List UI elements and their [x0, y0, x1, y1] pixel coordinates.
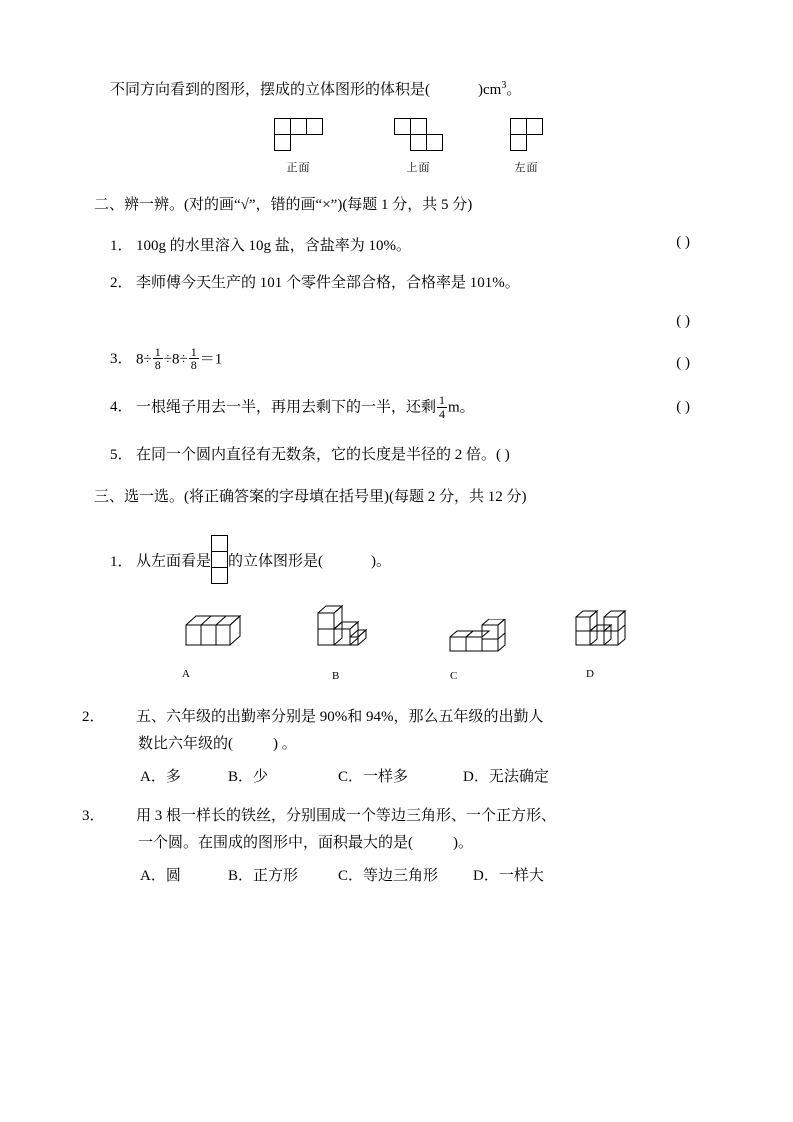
q2-option-c[interactable]: C．一样多 [338, 769, 409, 786]
item-text: 用 3 根一样长的铁丝，分别围成一个等边三角形、一个正方形、 [136, 808, 557, 825]
cell-row [274, 118, 323, 135]
grid-cell [290, 118, 307, 135]
view-top-grid [394, 118, 443, 151]
shape-choice-c[interactable] [442, 619, 512, 682]
item-text-end: )。 [453, 835, 473, 852]
item-number: 1． [110, 553, 133, 570]
grid-cell-empty [290, 134, 307, 151]
three-view-figures [110, 118, 690, 174]
cell-row [510, 134, 543, 151]
shape-c-label: C [450, 670, 458, 683]
top-text-superscript: 3 [501, 80, 507, 91]
item-text-pre: 一个圆。在围成的图形中，面积最大的是( [138, 835, 413, 852]
item-number: 4． [110, 399, 133, 416]
fraction-numerator: 1 [190, 344, 197, 359]
section3-item-3 [82, 804, 690, 885]
q2-line2 [110, 732, 690, 753]
item-answer-paren: ( ) [676, 398, 690, 415]
cell-row [510, 118, 543, 135]
grid-cell [526, 118, 543, 135]
shape-b-label: B [332, 670, 340, 683]
grid-cell [306, 118, 323, 135]
top-text-end: 。 [506, 82, 522, 98]
q2-option-a[interactable]: A．多 [140, 769, 181, 786]
page-content [82, 78, 690, 885]
grid-cell [211, 551, 228, 568]
section3-heading: 三、选一选。(将正确答案的字母填在括号里)(每题 2 分，共 12 分) [94, 489, 527, 506]
item-text-post: m。 [448, 399, 475, 416]
q3-line2 [110, 831, 690, 852]
fraction-denominator: 8 [154, 358, 161, 373]
fraction-denominator: 8 [190, 358, 197, 373]
item-text: 在同一个圆内直径有无数条，它的长度是半径的 2 倍。( ) [136, 447, 510, 464]
view-top-label: 上面 [406, 162, 431, 175]
shape-a-label: A [182, 668, 190, 681]
view-left-grid [510, 118, 543, 151]
grid-cell [410, 118, 427, 135]
grid-cell-empty [394, 134, 411, 151]
section2-item-1 [110, 234, 690, 255]
fraction-numerator: 1 [439, 392, 446, 407]
section2-item-3 [110, 344, 690, 373]
item-text: 李师傅今天生产的 101 个零件全部合格，合格率是 101%。 [136, 274, 520, 291]
q3-option-d[interactable]: D．一样大 [473, 868, 544, 885]
shape-choice-d[interactable] [568, 609, 638, 680]
section2-heading: 二、辨一辨。(对的画“√”，错的画“×”)(每题 1 分，共 5 分) [94, 197, 473, 214]
grid-cell [410, 134, 427, 151]
fraction-one-eighth [153, 346, 163, 372]
top-question-text [110, 78, 690, 102]
shape-a-drawing [178, 609, 248, 661]
item-text-post: 的立体图形是( [228, 553, 324, 570]
item-answer-paren: ( ) [676, 312, 690, 329]
grid-cell [510, 134, 527, 151]
view-front [274, 118, 323, 175]
q2-options [110, 765, 690, 786]
section2-item-5 [110, 443, 690, 464]
top-text-after: )cm [478, 82, 502, 98]
grid-cell-empty [426, 118, 443, 135]
item-number: 2． [110, 274, 133, 291]
view-top [394, 118, 443, 175]
grid-cell [510, 118, 527, 135]
item-formula-pre: 8÷ [136, 351, 152, 368]
fraction-one-eighth-2 [189, 346, 199, 372]
item-formula-mid: ÷8÷ [163, 351, 188, 368]
cell-row [394, 118, 443, 135]
item-formula-post: ＝1 [199, 351, 223, 368]
shape-choices [110, 601, 690, 687]
q3-option-b[interactable]: B．正方形 [228, 868, 299, 885]
item-text-end: ) 。 [273, 736, 297, 753]
section2-item-4 [110, 392, 690, 421]
grid-cell [211, 535, 228, 552]
shape-d-drawing [568, 609, 638, 661]
view-front-grid [274, 118, 323, 151]
item-answer-paren: ( ) [676, 354, 690, 371]
cell-row [274, 134, 323, 151]
q3-option-a[interactable]: A．圆 [140, 868, 181, 885]
grid-cell-empty [526, 134, 543, 151]
shape-c-drawing [442, 619, 512, 663]
view-front-label: 正面 [286, 162, 311, 175]
section2-item-2 [110, 271, 690, 333]
left-view-column-figure [211, 535, 228, 589]
q2-option-b[interactable]: B．少 [228, 769, 269, 786]
shape-d-label: D [586, 668, 594, 681]
section3-item-2 [82, 705, 690, 786]
grid-cell [274, 134, 291, 151]
grid-cell [211, 567, 228, 584]
item-text-pre: 从左面看是 [136, 553, 212, 570]
cell-row [394, 134, 443, 151]
view-left-label: 左面 [514, 162, 539, 175]
section3-item-1 [110, 535, 690, 589]
grid-cell [394, 118, 411, 135]
item-number: 5． [110, 447, 133, 464]
item-answer-paren: ( ) [676, 233, 690, 250]
q3-option-c[interactable]: C．等边三角形 [338, 868, 439, 885]
view-left [510, 118, 543, 175]
item-number: 1． [110, 237, 133, 254]
shape-b-drawing [310, 601, 380, 663]
shape-choice-a[interactable] [178, 609, 248, 680]
grid-cell [274, 118, 291, 135]
grid-cell-empty [306, 134, 323, 151]
q2-option-d[interactable]: D．无法确定 [463, 769, 549, 786]
item-text-pre: 一根绳子用去一半，再用去剩下的一半，还剩 [136, 399, 437, 416]
item-text: 五、六年级的出勤率分别是 90%和 94%，那么五年级的出勤人 [136, 709, 544, 726]
fraction-denominator: 4 [439, 406, 446, 421]
grid-cell [426, 134, 443, 151]
item-text: 100g 的水里溶入 10g 盐，含盐率为 10%。 [136, 237, 411, 254]
q3-options [110, 864, 690, 885]
item-number: 3． [82, 808, 105, 825]
q2-line1 [82, 705, 690, 726]
top-text-before: 不同方向看到的图形，摆成的立体图形的体积是( [110, 82, 430, 98]
fraction-numerator: 1 [154, 344, 161, 359]
item-text-end: )。 [371, 553, 392, 570]
q3-line1 [82, 804, 690, 825]
shape-choice-b[interactable] [310, 601, 380, 682]
fraction-one-quarter [437, 394, 447, 420]
item-number: 2． [82, 709, 105, 726]
item-text-pre: 数比六年级的( [138, 736, 233, 753]
item-number: 3． [110, 351, 133, 368]
